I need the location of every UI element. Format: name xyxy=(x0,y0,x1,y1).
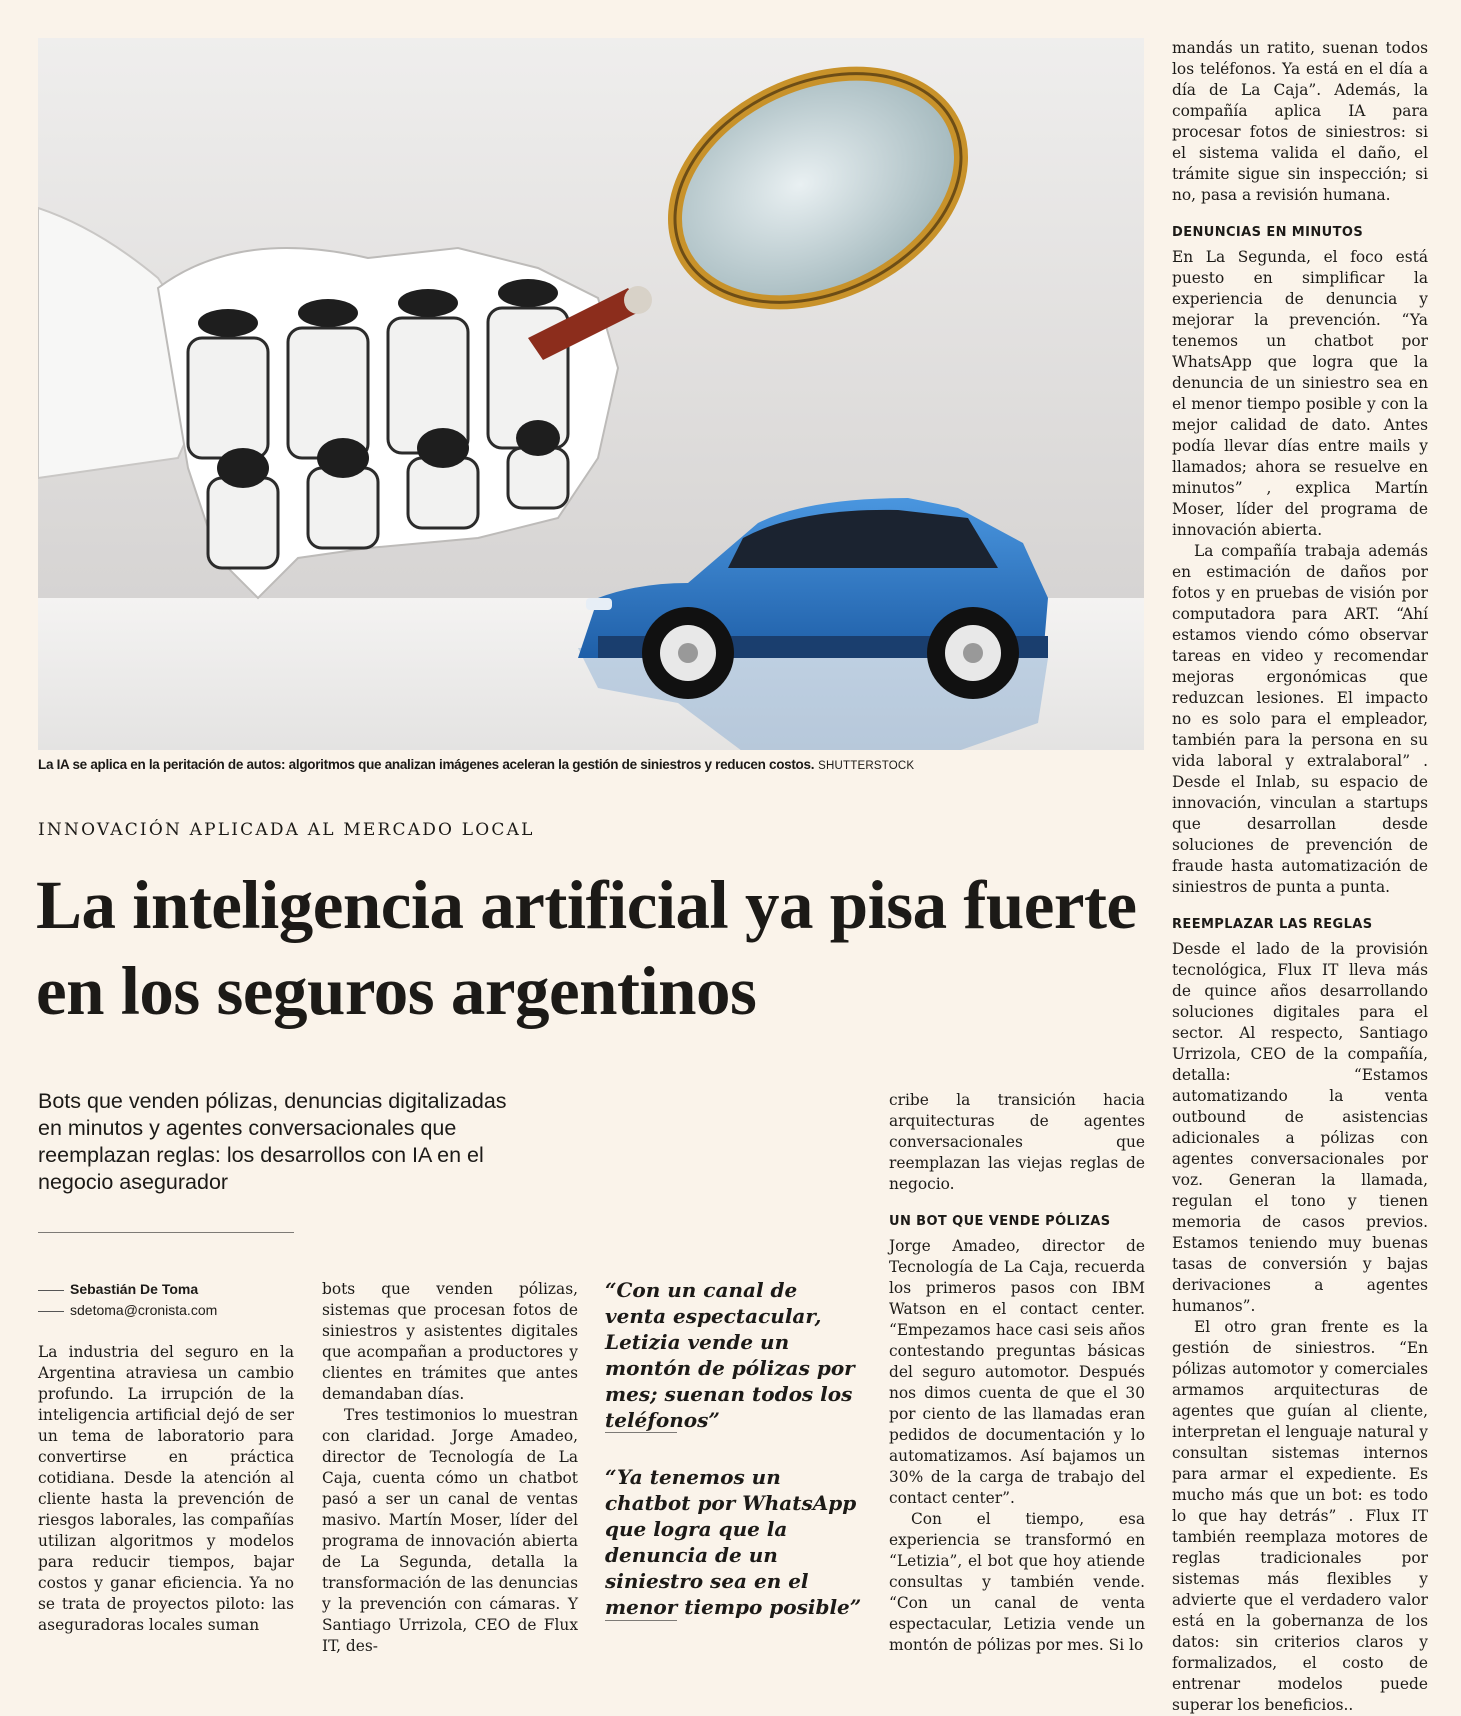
article-photo xyxy=(38,38,1144,750)
paragraph: Con el tiempo, esa experiencia se transformó en “Letizia”, el bot que hoy atiende consultas y también vende. “Con un canal de venta espectacular, Letizia vende un montón de pólizas por mes. Si lo xyxy=(889,1510,1145,1654)
author-email[interactable]: sdetoma@cronista.com xyxy=(70,1302,218,1318)
paragraph: Jorge Amadeo, director de Tecnología de La Caja, recuerda los primeros pasos con IBM Watson en el contact center. “Empezamos hace casi seis años contestando preguntas básicas del seguro automotor. Después nos dimos cuenta de que el 30 por ciento de las llamadas eran pedidos de documentación y lo automatizamos. Así bajamos un 30% de la carga de trabajo del contact center”. xyxy=(889,1237,1145,1507)
paragraph: mandás un ratito, suenan todos los teléfonos. Ya está en el día a día de La Caja”. Además, la compañía aplica IA para procesar fotos de siniestros: si el sistema valida el daño, el trámite sigue sin inspección; si no, pasa a revisión humana. xyxy=(1172,39,1428,204)
paragraph: cribe la transición hacia arquitecturas de agentes conversacionales que reemplazan las viejas reglas de negocio. xyxy=(889,1091,1145,1193)
subhead: DENUNCIAS EN MINUTOS xyxy=(1172,225,1364,240)
paragraph: La industria del seguro en la Argentina atraviesa un cambio profundo. La irrupción de la inteligencia artificial dejó de ser un tema de laboratorio para convertirse en práctica cotidiana. Desde la atención al cliente hasta la prevención de riesgos laborales, las compañías utilizan algoritmos y modelos para reducir tiempos, bajar costos y ganar eficiencia. Ya no se trata de proyectos piloto: las aseguradoras locales suman xyxy=(38,1343,294,1634)
photo-caption xyxy=(38,756,1144,775)
paragraph: Tres testimonios lo muestran con claridad. Jorge Amadeo, director de Tecnología de La Caja, cuenta cómo un chatbot pasó a ser un canal de ventas masivo. Martín Moser, líder del programa de innovación abierta de La Segunda, detalla la transformación de las denuncias y la prevención con cámaras. Y Santiago Urrizola, CEO de Flux IT, des- xyxy=(322,1406,578,1655)
paragraph: bots que venden pólizas, sistemas que procesan fotos de siniestros y asistentes digitales que acompañan a productores y clientes en trámites que antes demandaban días. xyxy=(322,1280,578,1403)
headline: La inteligencia artificial ya pisa fuerte en los seguros argentinos xyxy=(36,867,1137,1029)
author-name: Sebastián De Toma xyxy=(70,1281,199,1297)
section-kicker: INNOVACIÓN APLICADA AL MERCADO LOCAL xyxy=(38,820,535,840)
paragraph: En La Segunda, el foco está puesto en simplificar la experiencia de denuncia y mejorar la prevención. “Ya tenemos un chatbot por WhatsApp que logra que la denuncia de un siniestro sea en el menor tiempo posible y con la mejor calidad de dato. Antes podía llevar días entre mails y llamados; ahora se resuelve en minutos” , explica Martín Moser, líder del programa de innovación abierta. xyxy=(1172,248,1428,539)
byline xyxy=(38,1279,298,1321)
subhead: UN BOT QUE VENDE PÓLIZAS xyxy=(889,1214,1111,1229)
byline-dash xyxy=(38,1290,64,1291)
body-column-5 xyxy=(1172,38,1428,1716)
byline-dash xyxy=(38,1311,64,1312)
body-column-2 xyxy=(322,1279,578,1657)
caption-text: La IA se aplica en la peritación de autos: algoritmos que analizan imágenes aceleran la gestión de siniestros y reducen costos. xyxy=(38,757,815,772)
pull-quote-divider xyxy=(605,1620,677,1621)
robot-hand-magnifier-car-illustration xyxy=(38,38,1144,750)
body-column-1 xyxy=(38,1342,294,1636)
paragraph: Desde el lado de la provisión tecnológica, Flux IT lleva más de quince años desarrollando soluciones digitales para el sector. Al respecto, Santiago Urrizola, CEO de la compañía, detalla: “Estamos automatizando la venta outbound de asistencias adicionales a pólizas con agentes conversacionales por voz. Generan la llamada, regulan el tono y tienen memoria de casos previos. Estamos teniendo muy buenas tasas de conversión y bajas derivaciones a agentes humanos”. xyxy=(1172,940,1428,1315)
pull-quote-1: “Con un canal de venta espectacular, Letizia vende un montón de pólizas por mes; suenan todos los teléfonos” xyxy=(605,1278,855,1432)
paragraph: La compañía trabaja además en estimación de daños por fotos y en pruebas de visión por computadora para ART. “Ahí estamos viendo cómo observar tareas en video y recomendar mejoras ergonómicas que reduzcan lesiones. El impacto no es solo para el empleador, también para la persona en su vida laboral y extralaboral” . Desde el Inlab, su espacio de innovación, vinculan a startups que desarrollan desde soluciones de prevención de fraude hasta automatización de siniestros de punta a punta. xyxy=(1172,542,1428,896)
pull-quote-divider xyxy=(605,1432,677,1433)
subhead: REEMPLAZAR LAS REGLAS xyxy=(1172,917,1373,932)
paragraph: El otro gran frente es la gestión de siniestros. “En pólizas automotor y comerciales armamos arquitecturas de agentes que guían al cliente, interpretan el lenguaje natural y consultan sistemas internos para armar el expediente. Es mucho más que un bot: es todo lo que hay detrás” . Flux IT también reemplaza motores de reglas tradicionales por sistemas más flexibles y advierte que el verdadero valor está en la gobernanza de los datos: sin criterios claros y formalizados, el costo de entrenar modelos puede superar los beneficios.. xyxy=(1172,1318,1428,1714)
deck: Bots que venden pólizas, denuncias digitalizadas en minutos y agentes conversacionales que reemplazan reglas: los desarrollos con IA en el negocio asegurador xyxy=(38,1089,507,1194)
deck-divider xyxy=(38,1232,294,1233)
body-column-4 xyxy=(889,1090,1145,1656)
photo-credit: SHUTTERSTOCK xyxy=(818,760,915,772)
pull-quote-2: “Ya tenemos un chatbot por WhatsApp que logra que la denuncia de un siniestro sea en el menor tiempo posible” xyxy=(605,1465,862,1619)
